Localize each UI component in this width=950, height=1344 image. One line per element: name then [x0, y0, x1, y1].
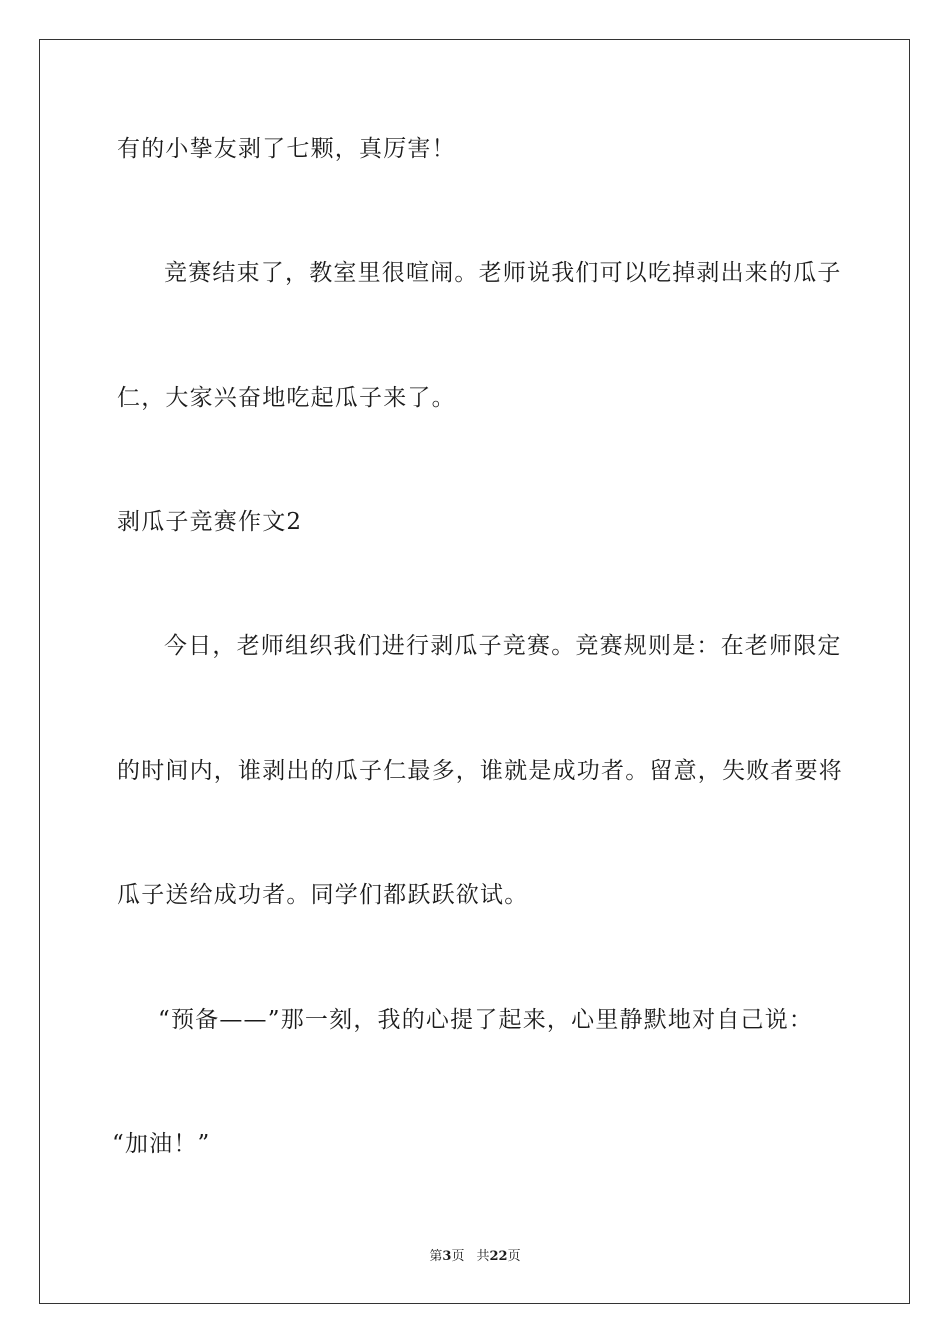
- page-footer: [0, 1248, 950, 1266]
- page-border: [39, 39, 910, 1304]
- paragraph-line-2: 竞赛结束了，教室里很喧闹。老师说我们可以吃掉剥出来的瓜子: [164, 260, 842, 286]
- paragraph-line-5: 今日，老师组织我们进行剥瓜子竞赛。竞赛规则是：在老师限定: [164, 633, 842, 659]
- footer-page-suffix: 页: [451, 1249, 465, 1264]
- paragraph-line-1: 有的小挚友剥了七颗，真厉害！: [117, 136, 456, 162]
- paragraph-line-8: “预备——”那一刻，我的心提了起来，心里静默地对自己说：: [158, 1007, 814, 1033]
- footer-page-prefix: 第: [429, 1249, 443, 1264]
- paragraph-line-3: 仁，大家兴奋地吃起瓜子来了。: [117, 385, 456, 411]
- paragraph-line-6: 的时间内，谁剥出的瓜子仁最多，谁就是成功者。留意，失败者要将: [117, 758, 843, 784]
- paragraph-line-7: 瓜子送给成功者。同学们都跃跃欲试。: [117, 882, 529, 908]
- footer-total-pages: 22: [489, 1249, 508, 1264]
- section-heading: 剥瓜子竞赛作文2: [117, 509, 303, 535]
- footer-page-number: 3: [442, 1249, 452, 1264]
- footer-total-suffix: 页: [507, 1249, 521, 1264]
- footer-total-prefix: 共: [476, 1249, 490, 1264]
- paragraph-line-9: “加油！”: [112, 1131, 211, 1157]
